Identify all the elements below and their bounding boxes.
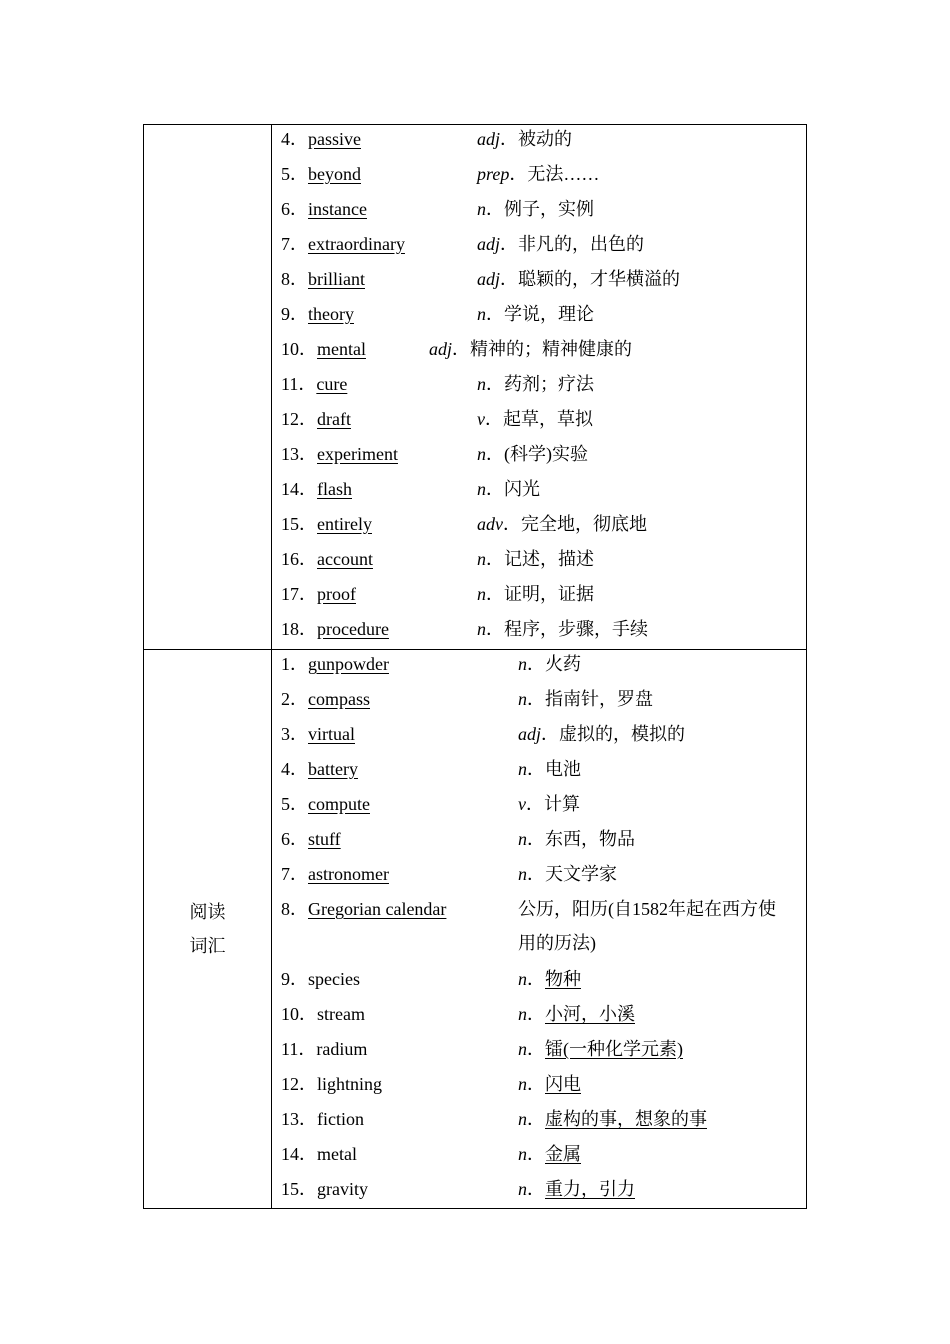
item-number-and-word [281, 510, 372, 538]
part-of-speech: n [518, 1039, 527, 1059]
item-word: instance [308, 199, 367, 219]
pos-separator: ． [509, 164, 528, 184]
pos-separator: ． [527, 1109, 545, 1129]
part-of-speech: n [477, 199, 486, 219]
pos-separator: ． [527, 759, 545, 779]
item-number: 8． [281, 269, 308, 289]
item-number: 14． [281, 479, 317, 499]
item-meaning: 例子，实例 [504, 199, 594, 219]
list-item [272, 965, 806, 1000]
list-item [272, 300, 806, 335]
list-item [272, 755, 806, 790]
pos-separator: ． [486, 304, 504, 324]
item-number-and-word [281, 545, 373, 573]
item-definition [518, 965, 581, 993]
item-number: 6． [281, 199, 308, 219]
item-meaning: 东西，物品 [545, 829, 635, 849]
item-meaning: 天文学家 [545, 864, 617, 884]
item-number: 4． [281, 129, 308, 149]
list-item [272, 405, 806, 440]
item-word: compass [308, 689, 370, 709]
item-definition [518, 860, 617, 888]
item-meaning: 药剂；疗法 [504, 374, 594, 394]
item-number-and-word [281, 685, 370, 713]
part-of-speech: n [518, 1004, 527, 1024]
item-number: 5． [281, 794, 308, 814]
item-definition [477, 370, 594, 398]
item-number-and-word [281, 230, 405, 258]
part-of-speech: adj [429, 339, 453, 359]
item-number: 17． [281, 584, 317, 604]
item-meaning: 指南针，罗盘 [545, 689, 653, 709]
list-item [272, 580, 806, 615]
item-meaning: 闪电 [545, 1074, 581, 1094]
item-word: stuff [308, 829, 341, 849]
item-definition [477, 615, 648, 643]
item-definition [477, 545, 594, 573]
item-number-and-word [281, 300, 354, 328]
part-of-speech: n [518, 969, 527, 989]
item-definition [518, 1035, 683, 1063]
part-of-speech: n [518, 759, 527, 779]
item-meaning: 公历，阳历(自1582年起在西方使用的历法) [518, 899, 776, 953]
item-word: Gregorian calendar [308, 899, 447, 919]
list-item [272, 545, 806, 580]
part-of-speech: n [518, 829, 527, 849]
list-item [272, 370, 806, 405]
item-meaning: 精神的；精神健康的 [470, 339, 633, 359]
section-label-line: 阅读 [189, 902, 226, 922]
item-number-and-word [281, 335, 366, 363]
item-number: 13． [281, 444, 317, 464]
item-word: fiction [317, 1109, 364, 1129]
pos-separator: ． [500, 129, 519, 149]
list-item [272, 685, 806, 720]
pos-separator: ． [486, 619, 504, 639]
item-number: 1． [281, 654, 308, 674]
vocabulary-table [143, 124, 807, 1209]
word-list-cell [272, 650, 807, 1209]
item-number-and-word [281, 860, 389, 888]
part-of-speech: n [518, 1109, 527, 1129]
item-meaning: 小河，小溪 [545, 1004, 635, 1024]
item-definition [477, 160, 599, 188]
item-definition [518, 1000, 635, 1028]
list-item [272, 860, 806, 895]
pos-separator: ． [485, 409, 503, 429]
item-definition [518, 720, 685, 748]
pos-separator: ． [486, 584, 504, 604]
item-number: 10． [281, 339, 317, 359]
pos-separator: ． [527, 969, 545, 989]
item-number: 14． [281, 1144, 317, 1164]
item-number-and-word [281, 720, 355, 748]
item-word: beyond [308, 164, 361, 184]
pos-separator: ． [526, 794, 544, 814]
pos-separator: ． [527, 1144, 545, 1164]
item-definition [518, 1105, 707, 1133]
item-meaning: 起草，草拟 [503, 409, 593, 429]
pos-separator: ． [527, 1004, 545, 1024]
list-item [272, 1070, 806, 1105]
word-list [272, 125, 806, 649]
item-definition [518, 1070, 581, 1098]
item-number-and-word [281, 615, 389, 643]
item-word: gunpowder [308, 654, 389, 674]
part-of-speech: n [518, 689, 527, 709]
item-word: account [317, 549, 373, 569]
part-of-speech: n [518, 654, 527, 674]
item-word: entirely [317, 514, 372, 534]
item-number-and-word [281, 1105, 364, 1133]
item-number-and-word [281, 370, 347, 398]
table-section-row [144, 650, 807, 1209]
item-definition [477, 475, 540, 503]
item-number-and-word [281, 265, 365, 293]
part-of-speech: v [477, 409, 485, 429]
list-item [272, 895, 806, 965]
item-word: battery [308, 759, 358, 779]
item-number: 13． [281, 1109, 317, 1129]
item-number-and-word [281, 1140, 357, 1168]
part-of-speech: adj [477, 129, 501, 149]
list-item [272, 440, 806, 475]
item-number: 18． [281, 619, 317, 639]
item-definition [477, 405, 593, 433]
part-of-speech: n [477, 374, 486, 394]
pos-separator: ． [486, 374, 504, 394]
section-label-line: 词汇 [189, 936, 226, 956]
item-word: flash [317, 479, 352, 499]
part-of-speech: n [518, 864, 527, 884]
list-item [272, 230, 806, 265]
pos-separator: ． [452, 339, 471, 359]
part-of-speech: adj [518, 724, 542, 744]
item-meaning: 程序，步骤，手续 [504, 619, 648, 639]
list-item [272, 650, 806, 685]
item-word: cure [316, 374, 348, 394]
part-of-speech: n [518, 1144, 527, 1164]
item-number: 16． [281, 549, 317, 569]
item-definition [477, 510, 647, 538]
item-word: astronomer [308, 864, 389, 884]
item-definition [477, 440, 588, 468]
item-number-and-word [281, 405, 351, 433]
item-word: virtual [308, 724, 355, 744]
item-definition [518, 755, 581, 783]
item-number: 15． [281, 1179, 317, 1199]
item-definition [518, 1140, 581, 1168]
item-word: species [308, 969, 360, 989]
item-number-and-word [281, 1035, 367, 1063]
item-number: 11． [281, 374, 317, 394]
item-number: 2． [281, 689, 308, 709]
pos-separator: ． [486, 444, 504, 464]
item-word: experiment [317, 444, 398, 464]
item-number: 7． [281, 234, 308, 254]
pos-separator: ． [500, 269, 519, 289]
item-meaning: 火药 [545, 654, 581, 674]
word-list [272, 650, 806, 1208]
pos-separator: ． [527, 689, 545, 709]
item-number-and-word [281, 475, 352, 503]
pos-separator: ． [527, 864, 545, 884]
item-word: brilliant [308, 269, 365, 289]
item-number: 15． [281, 514, 317, 534]
item-number: 4． [281, 759, 308, 779]
item-definition [477, 125, 572, 153]
item-number-and-word [281, 650, 389, 678]
item-number: 10． [281, 1004, 317, 1024]
part-of-speech: n [477, 479, 486, 499]
item-meaning: 无法…… [527, 164, 600, 184]
item-number: 8． [281, 899, 308, 919]
pos-separator: ． [503, 514, 521, 534]
item-definition [518, 790, 580, 818]
part-of-speech: n [518, 1179, 527, 1199]
list-item [272, 510, 806, 545]
item-meaning: 虚构的事，想象的事 [545, 1109, 707, 1129]
pos-separator: ． [486, 479, 504, 499]
list-item [272, 160, 806, 195]
item-number-and-word [281, 1175, 368, 1203]
part-of-speech: n [477, 584, 486, 604]
item-number: 11． [281, 1039, 317, 1059]
part-of-speech: v [518, 794, 526, 814]
item-number-and-word [281, 1000, 365, 1028]
item-number-and-word [281, 125, 361, 153]
item-meaning: 闪光 [504, 479, 540, 499]
pos-separator: ． [500, 234, 519, 254]
list-item [272, 1140, 806, 1175]
item-number: 9． [281, 304, 308, 324]
part-of-speech: n [477, 444, 486, 464]
item-number: 7． [281, 864, 308, 884]
pos-separator: ． [486, 199, 504, 219]
part-of-speech: n [518, 1074, 527, 1094]
list-item [272, 825, 806, 860]
item-number-and-word [281, 580, 356, 608]
item-meaning: 完全地，彻底地 [521, 514, 647, 534]
list-item [272, 720, 806, 755]
item-definition [429, 335, 632, 363]
item-word: mental [317, 339, 366, 359]
item-definition [518, 650, 581, 678]
pos-separator: ． [527, 829, 545, 849]
item-word: gravity [317, 1179, 368, 1199]
item-word: metal [317, 1144, 357, 1164]
list-item [272, 475, 806, 510]
list-item [272, 1000, 806, 1035]
item-number-and-word [281, 755, 358, 783]
part-of-speech: adj [477, 234, 501, 254]
item-meaning: 学说，理论 [504, 304, 594, 324]
part-of-speech: n [477, 619, 486, 639]
item-meaning: 金属 [545, 1144, 581, 1164]
item-number: 5． [281, 164, 308, 184]
list-item [272, 195, 806, 230]
item-word: radium [316, 1039, 368, 1059]
list-item [272, 615, 806, 650]
word-list-cell [272, 125, 807, 650]
item-definition [477, 195, 594, 223]
list-item [272, 1175, 806, 1210]
pos-separator: ． [527, 1074, 545, 1094]
list-item [272, 335, 806, 370]
item-meaning: 计算 [544, 794, 580, 814]
item-definition [518, 892, 788, 960]
item-definition [518, 1175, 635, 1203]
pos-separator: ． [527, 1179, 545, 1199]
item-definition [518, 825, 635, 853]
item-meaning: 镭(一种化学元素) [545, 1039, 683, 1059]
item-number-and-word [281, 825, 341, 853]
item-word: proof [317, 584, 356, 604]
item-meaning: 非凡的，出色的 [518, 234, 645, 254]
item-meaning: 证明，证据 [504, 584, 594, 604]
list-item [272, 125, 806, 160]
part-of-speech: prep [477, 164, 510, 184]
item-word: theory [308, 304, 354, 324]
item-definition [477, 300, 594, 328]
item-meaning: 物种 [545, 969, 581, 989]
item-word: extraordinary [308, 234, 405, 254]
list-item [272, 1105, 806, 1140]
item-meaning: 记述，描述 [504, 549, 594, 569]
pos-separator: ． [541, 724, 560, 744]
item-word: procedure [317, 619, 389, 639]
item-word: passive [308, 129, 361, 149]
item-number: 3． [281, 724, 308, 744]
item-meaning: (科学)实验 [504, 444, 588, 464]
item-word: compute [308, 794, 370, 814]
item-meaning: 虚拟的，模拟的 [559, 724, 686, 744]
item-definition [477, 265, 680, 293]
table-section-row [144, 125, 807, 650]
item-definition [477, 230, 644, 258]
pos-separator: ． [486, 549, 504, 569]
item-number: 12． [281, 409, 317, 429]
part-of-speech: adj [477, 269, 501, 289]
item-number-and-word [281, 195, 367, 223]
list-item [272, 1035, 806, 1070]
item-number: 9． [281, 969, 308, 989]
section-label-cell [144, 650, 272, 1209]
item-number-and-word [281, 160, 361, 188]
item-number-and-word [281, 895, 446, 923]
item-number-and-word [281, 440, 398, 468]
list-item [272, 790, 806, 825]
pos-separator: ． [527, 1039, 545, 1059]
item-number-and-word [281, 790, 370, 818]
item-number-and-word [281, 1070, 382, 1098]
list-item [272, 265, 806, 300]
item-meaning: 被动的 [518, 129, 573, 149]
item-word: lightning [317, 1074, 383, 1094]
part-of-speech: adv [477, 514, 503, 534]
item-meaning: 重力，引力 [545, 1179, 635, 1199]
item-number-and-word [281, 965, 360, 993]
item-number: 6． [281, 829, 308, 849]
item-meaning: 聪颖的，才华横溢的 [518, 269, 681, 289]
item-meaning: 电池 [545, 759, 581, 779]
item-word: stream [317, 1004, 365, 1024]
section-label-cell [144, 125, 272, 650]
pos-separator: ． [527, 654, 545, 674]
part-of-speech: n [477, 304, 486, 324]
item-definition [518, 685, 653, 713]
item-word: draft [317, 409, 351, 429]
item-definition [477, 580, 594, 608]
item-number: 12． [281, 1074, 317, 1094]
part-of-speech: n [477, 549, 486, 569]
